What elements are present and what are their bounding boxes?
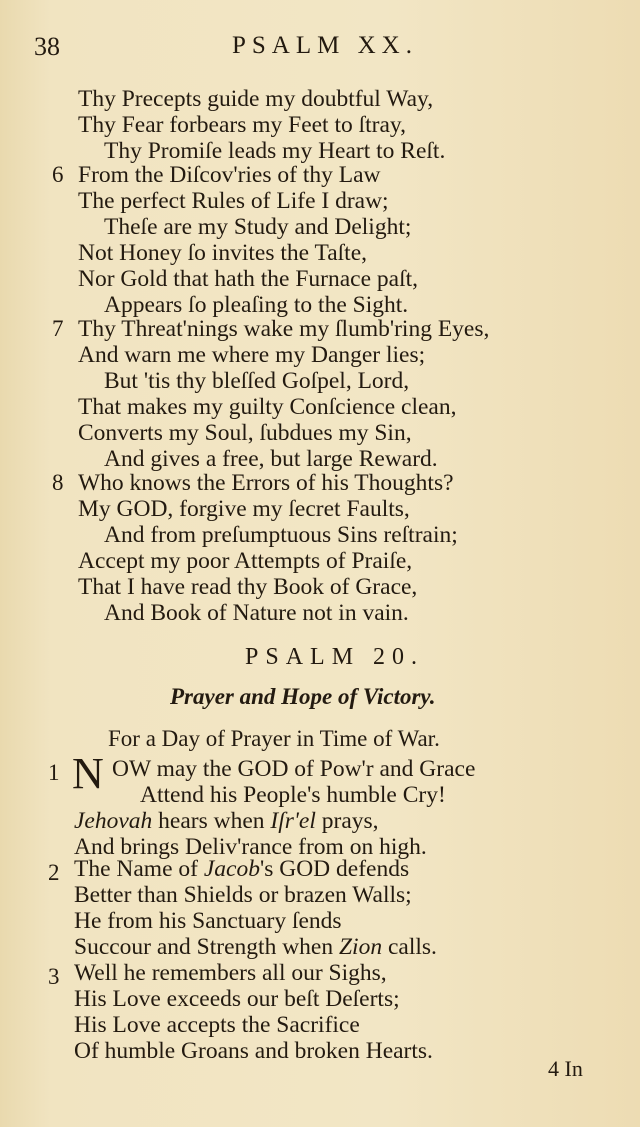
verse-number: 3	[48, 964, 60, 989]
verse-line: Thy Threat'nings wake my ſlumb'ring Eyes,	[78, 316, 490, 342]
verse-line: Converts my Soul, ſubdues my Sin,	[78, 420, 412, 446]
verse-line: And from preſumptuous Sins reſtrain;	[104, 522, 458, 548]
running-title: PSALM XX.	[232, 32, 418, 59]
verse-line: Well he remembers all our Sighs,	[74, 960, 387, 986]
verse-line: Who knows the Errors of his Thoughts?	[78, 470, 454, 496]
verse-line: Nor Gold that hath the Furnace paſt,	[78, 266, 419, 292]
verse-line: Thy Precepts guide my doubtful Way,	[78, 86, 434, 112]
italic-name: Jehovah	[74, 808, 153, 834]
verse-number: 8	[52, 470, 64, 495]
verse-line: Succour and Strength when Zion calls.	[74, 934, 437, 960]
verse-line: Jehovah hears when Iſr'el prays,	[74, 808, 379, 834]
verse-line: The perfect Rules of Life I draw;	[78, 188, 389, 214]
verse-line: OW may the GOD of Pow'r and Grace	[112, 756, 476, 782]
italic-name: Jacob	[203, 856, 260, 882]
verse-line: His Love exceeds our beſt Deſerts;	[74, 986, 400, 1012]
verse-number: 6	[52, 162, 64, 187]
verse-line: That I have read thy Book of Grace,	[78, 574, 418, 600]
verse-line: My GOD, forgive my ſecret Faults,	[78, 496, 410, 522]
psalm-title: PSALM 20.	[245, 644, 425, 670]
verse-number: 1	[48, 760, 60, 785]
italic-name: Zion	[338, 934, 383, 960]
verse-line: Not Honey ſo invites the Taſte,	[78, 240, 368, 266]
verse-line: Attend his People's humble Cry!	[140, 782, 446, 808]
verse-line: But 'tis thy bleſſed Goſpel, Lord,	[104, 368, 410, 394]
verse-line: Thy Fear forbears my Feet to ſtray,	[78, 112, 407, 138]
verse-line: The Name of Jacob's GOD defends	[74, 856, 410, 882]
page-number: 38	[34, 32, 60, 61]
verse-line: And gives a free, but large Reward.	[104, 446, 438, 472]
verse-line: Theſe are my Study and Delight;	[104, 214, 412, 240]
verse-number: 7	[52, 316, 64, 341]
verse-number: 2	[48, 860, 60, 885]
verse-line: That makes my guilty Conſcience clean,	[78, 394, 457, 420]
italic-name: Iſr'el	[270, 808, 316, 834]
psalm-occasion: For a Day of Prayer in Time of War.	[108, 726, 440, 751]
verse-line: And brings Deliv'rance from on high.	[74, 834, 427, 860]
verse-line: Accept my poor Attempts of Praiſe,	[78, 548, 413, 574]
verse-line: His Love accepts the Sacrifice	[74, 1012, 360, 1038]
verse-line: Thy Promiſe leads my Heart to Reſt.	[104, 138, 446, 164]
verse-line: And warn me where my Danger lies;	[78, 342, 426, 368]
drop-cap: N	[72, 749, 104, 798]
verse-line: Better than Shields or brazen Walls;	[74, 882, 412, 908]
verse-line: Appears ſo pleaſing to the Sight.	[104, 292, 409, 318]
verse-line: He from his Sanctuary ſends	[74, 908, 342, 934]
verse-line: Of humble Groans and broken Hearts.	[74, 1038, 433, 1064]
verse-line: And Book of Nature not in vain.	[104, 600, 409, 626]
verse-line: From the Diſcov'ries of thy Law	[78, 162, 381, 188]
catchword: 4 In	[548, 1056, 583, 1081]
psalm-subtitle: Prayer and Hope of Victory.	[170, 684, 436, 709]
page-header	[0, 28, 640, 68]
